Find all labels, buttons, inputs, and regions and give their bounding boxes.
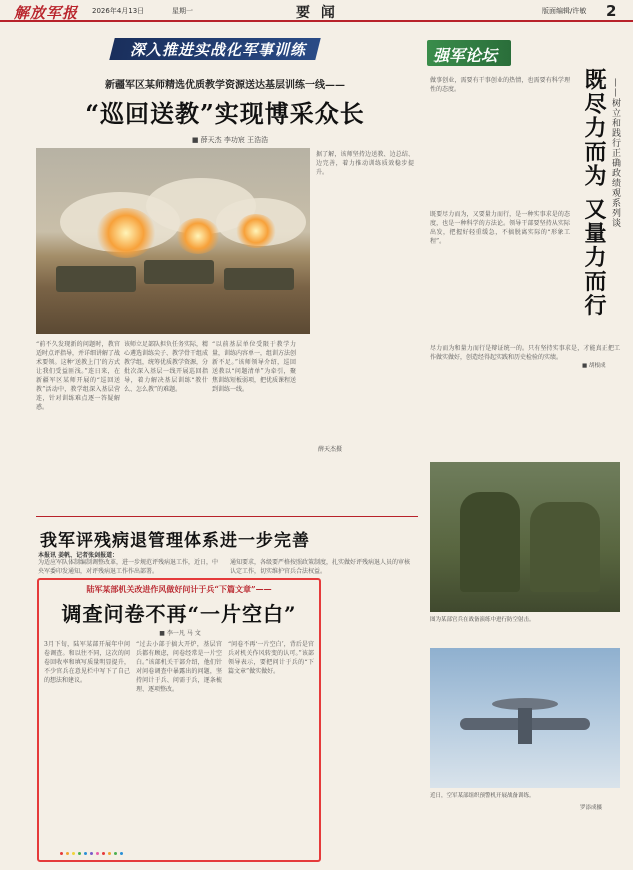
lead-column-4: 据了解，该师坚持边送教、边总结、边完善，着力推动训练质效稳步提升。 — [316, 151, 414, 176]
second-dateline: 本报讯 姜帆、记者张剑报道： — [38, 552, 119, 559]
commentary-column-2: 既要尽力而为，又要量力而行，是一种实事求是的态度，也是一种科学的方法论。领导干部要坚持从实际出发，把握好轻重缓急，不搞脱离实际的“形象工程”。 — [430, 211, 570, 245]
second-column-2: 通知要求，各级要严格按照政策制度，扎实做好评残病退人员的审核认定工作，切实维护官兵合法权益。 — [230, 559, 410, 575]
second-column-1: 为适应军队体制编制调整改革，进一步规范评残病退工作，近日，中央军委印发通知，对评残病退工作作出部署。 — [38, 559, 218, 575]
lead-byline: ■ 薛天杰 李功宸 王浩浩 — [191, 136, 269, 144]
right-photo-aircraft — [430, 648, 620, 788]
commentary-title-main: 既尽力而为 又量力而行 — [581, 68, 607, 318]
lead-column-1: “前不久发现新的问题时，教官适时点评指导，并详细讲解了战术要领。这种‘送教上门’的方式让我们受益匪浅。”连日来，在新疆军区某师开展的“巡回送教”活动中，教学组深入基层营连，针对训练难点逐一答疑解惑。 — [36, 341, 120, 411]
lead-column-3: “以前基层单位受限于教学力量，训练内容单一，组训方法创新不足。”该师领导介绍，巡回送教以“问题清单”为牵引，聚焦训练短板弱项，把优质课程送到训练一线。 — [212, 341, 296, 393]
decorative-dot — [96, 852, 99, 855]
decorative-dot — [102, 852, 105, 855]
lead-headline: “巡回送教”实现博采众长 — [85, 99, 365, 128]
lead-column-2: 该师立足部队担负任务实际，精心遴选训练尖子、教学骨干组成教学组，统筹优质教学资源，分批次深入基层一线开展巡回指导，着力解决基层训练“教什么、怎么教”的难题。 — [124, 341, 208, 393]
photo-credit-2: 罗添成摄 — [580, 805, 603, 811]
commentary-author: ■ 胡根成 — [582, 363, 606, 369]
second-headline: 我军评残病退管理体系进一步完善 — [40, 531, 310, 551]
decorative-dot — [78, 852, 81, 855]
highlight-column-2: “过去小部于搞大开炉，基层官兵都有顾虑，问卷经常是一片空白。”该部机关干部介绍，他们针对问卷调查中暴露出的问题，坚持问计于兵、问需于兵，逐条梳理、逐项整改。 — [136, 641, 222, 693]
commentary-title — [573, 68, 625, 358]
section-title: 要 闻 — [296, 5, 338, 21]
caption-2: 近日，空军某部组织预警机开展战备训练。 — [430, 793, 535, 799]
highlight-column-3: “问卷不再‘一片空白’，背后是官兵对机关作风转变的认可。”该部领导表示，要把问计于兵的“下篇文章”做实做好。 — [228, 641, 314, 675]
commentary-title-sub: ——树立和践行正确政绩观系列谈 — [610, 78, 620, 228]
section-divider — [36, 516, 418, 517]
highlight-headline: 调查问卷不再“一片空白” — [61, 602, 297, 626]
masthead — [0, 0, 633, 22]
lead-kicker: 新疆军区某师精选优质教学资源送达基层训练一线—— — [105, 80, 345, 91]
photo-credit: 薛天杰摄 — [318, 446, 343, 453]
right-photo-soldiers — [430, 462, 620, 612]
lead-photo — [36, 148, 310, 334]
commentary-column-1: 做事创业，需要有干事创业的热情，也需要有科学理性的态度。 — [430, 77, 570, 93]
highlight-byline: ■ 李一凡 马 文 — [159, 630, 201, 637]
topic-banner: 深入推进实战化军事训练 — [129, 41, 306, 59]
issue-date: 2026年4月13日 — [92, 7, 145, 15]
decorative-dots — [60, 852, 123, 855]
page-number: 2 — [606, 2, 617, 20]
decorative-dot — [120, 852, 123, 855]
decorative-dot — [114, 852, 117, 855]
decorative-dot — [84, 852, 87, 855]
highlight-column-1: 3月下旬，陆军某部开展年中问卷调查。和以往不同，这次的问卷回收率和填写质量明显提升，不少官兵在意见栏中写下了自己的想法和建议。 — [44, 641, 130, 684]
caption-1: 图为某部官兵在战备演练中进行防空射击。 — [430, 617, 535, 623]
decorative-dot — [108, 852, 111, 855]
page-editor: 版面编辑/许敏 — [542, 7, 587, 15]
decorative-dot — [66, 852, 69, 855]
commentary-tag: 强军论坛 — [427, 40, 511, 66]
decorative-dot — [60, 852, 63, 855]
decorative-dot — [90, 852, 93, 855]
issue-weekday: 星期一 — [172, 7, 193, 15]
commentary-column-3: 尽力而为和量力而行是辩证统一的。只有坚持实事求是，才能真正把工作做实做好，创造经得起实践和历史检验的实绩。 — [430, 345, 620, 361]
decorative-dot — [72, 852, 75, 855]
highlight-kicker: 陆军某部机关改进作风做好问计于兵“下篇文章”—— — [86, 584, 272, 594]
newspaper-logo: 解放军报 — [14, 4, 79, 22]
